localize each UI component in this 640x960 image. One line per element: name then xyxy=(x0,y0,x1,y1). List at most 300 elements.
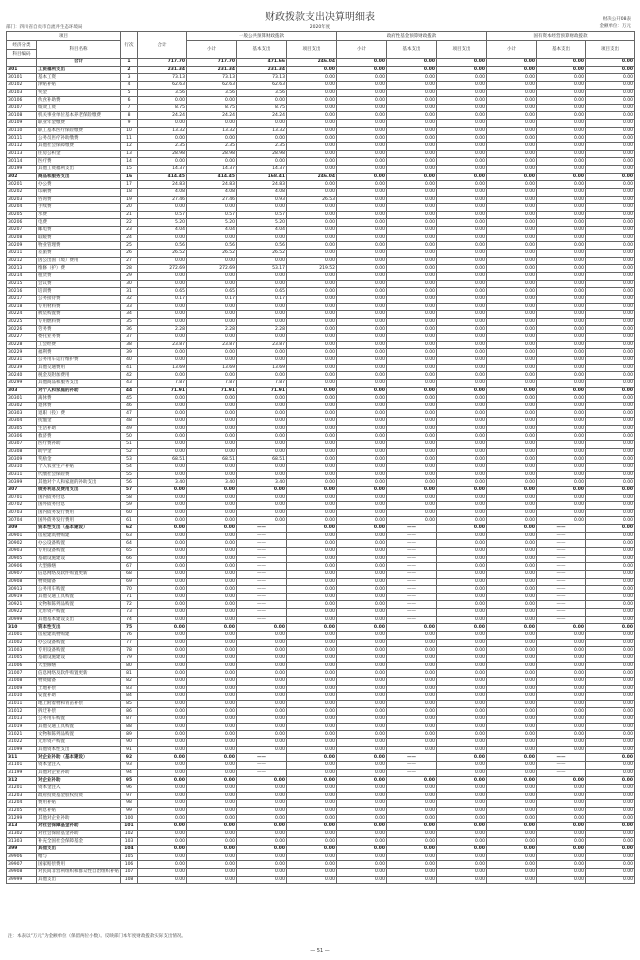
cell-capital-basic: 0.00 xyxy=(537,318,586,326)
table-row xyxy=(7,700,635,708)
table-row xyxy=(7,509,635,517)
cell-line: 24 xyxy=(121,234,138,242)
table-row xyxy=(7,494,635,502)
table-row xyxy=(7,272,635,280)
cell-fund-subtotal: 0.00 xyxy=(337,242,387,250)
cell-line: 66 xyxy=(121,555,138,563)
cell-fund-project: 0.00 xyxy=(437,731,487,739)
table-row xyxy=(7,81,635,89)
cell-code: 30101 xyxy=(7,74,37,82)
cell-general-basic: 13.69 xyxy=(237,364,287,372)
cell-general-subtotal: 0.00 xyxy=(187,746,237,754)
cell-fund-subtotal: 0.00 xyxy=(337,807,387,815)
cell-general-project: 0.00 xyxy=(287,234,337,242)
cell-general-basic: 0.00 xyxy=(237,876,287,884)
cell-fund-basic: —— xyxy=(387,570,437,578)
cell-line: 56 xyxy=(121,479,138,487)
cell-code: 30225 xyxy=(7,318,37,326)
table-row xyxy=(7,127,635,135)
cell-capital-subtotal: 0.00 xyxy=(487,303,537,311)
cell-code: 30239 xyxy=(7,364,37,372)
cell-fund-subtotal: 0.00 xyxy=(337,257,387,265)
cell-capital-basic: 0.00 xyxy=(537,433,586,441)
cell-general-subtotal: 0.00 xyxy=(187,425,237,433)
cell-capital-project: 0.00 xyxy=(586,784,635,792)
cell-general-basic: 26.52 xyxy=(237,250,287,258)
cell-fund-subtotal: 0.00 xyxy=(337,639,387,647)
cell-fund-subtotal: 0.00 xyxy=(337,647,387,655)
cell-general-subtotal: 3.56 xyxy=(187,89,237,97)
cell-capital-subtotal: 0.00 xyxy=(487,418,537,426)
cell-fund-project: 0.00 xyxy=(437,280,487,288)
cell-fund-basic: 0.00 xyxy=(387,288,437,296)
cell-general-project: 0.00 xyxy=(287,463,337,471)
cell-general-subtotal: 0.17 xyxy=(187,295,237,303)
cell-general-basic: —— xyxy=(237,609,287,617)
cell-general-basic: 0.17 xyxy=(237,295,287,303)
cell-capital-subtotal: 0.00 xyxy=(487,517,537,525)
cell-fund-project: 0.00 xyxy=(437,784,487,792)
cell-fund-basic: 0.00 xyxy=(387,708,437,716)
cell-fund-basic: 0.00 xyxy=(387,318,437,326)
cell-capital-basic: —— xyxy=(537,540,586,548)
cell-total: 0.00 xyxy=(138,716,187,724)
cell-total: 2.35 xyxy=(138,143,187,151)
cell-capital-subtotal: 0.00 xyxy=(487,761,537,769)
cell-fund-project: 0.00 xyxy=(437,800,487,808)
cell-name: 助学金 xyxy=(37,448,121,456)
cell-capital-subtotal: 0.00 xyxy=(487,196,537,204)
cell-total: 0.00 xyxy=(138,280,187,288)
cell-line: 40 xyxy=(121,356,138,364)
cell-name: 住房公积金 xyxy=(37,150,121,158)
cell-name: 专用设备购置 xyxy=(37,548,121,556)
cell-general-subtotal: 14.37 xyxy=(187,165,237,173)
cell-fund-subtotal: 0.00 xyxy=(337,685,387,693)
cell-capital-subtotal: 0.00 xyxy=(487,555,537,563)
cell-name: 其他对个人和家庭的补助支出 xyxy=(37,479,121,487)
cell-capital-basic: 0.00 xyxy=(537,448,586,456)
cell-code: 30199 xyxy=(7,165,37,173)
cell-code: 30215 xyxy=(7,280,37,288)
cell-fund-subtotal: 0.00 xyxy=(337,509,387,517)
cell-total: 27.46 xyxy=(138,196,187,204)
table-row xyxy=(7,188,635,196)
cell-capital-subtotal: 0.00 xyxy=(487,326,537,334)
cell-capital-subtotal: 0.00 xyxy=(487,334,537,342)
cell-capital-subtotal: 0.00 xyxy=(487,257,537,265)
cell-general-basic: 0.00 xyxy=(237,784,287,792)
cell-fund-basic: 0.00 xyxy=(387,823,437,831)
cell-line: 7 xyxy=(121,104,138,112)
cell-total: 0.00 xyxy=(138,158,187,166)
cell-fund-project: 0.00 xyxy=(437,685,487,693)
cell-fund-project: 0.00 xyxy=(437,700,487,708)
cell-general-project: 0.00 xyxy=(287,853,337,861)
cell-capital-subtotal: 0.00 xyxy=(487,830,537,838)
cell-fund-basic: 0.00 xyxy=(387,670,437,678)
cell-code: 31010 xyxy=(7,693,37,701)
cell-fund-subtotal: 0.00 xyxy=(337,517,387,525)
cell-capital-project: 0.00 xyxy=(586,578,635,586)
cell-fund-project: 0.00 xyxy=(437,441,487,449)
table-row xyxy=(7,318,635,326)
cell-line: 78 xyxy=(121,647,138,655)
cell-general-project: 0.00 xyxy=(287,211,337,219)
cell-capital-subtotal: 0.00 xyxy=(487,379,537,387)
cell-fund-basic: 0.00 xyxy=(387,463,437,471)
cell-capital-basic: 0.00 xyxy=(537,441,586,449)
cell-fund-project: 0.00 xyxy=(437,311,487,319)
cell-name: 被装购置费 xyxy=(37,311,121,319)
cell-capital-basic: 0.00 xyxy=(537,250,586,258)
cell-general-project: 0.00 xyxy=(287,609,337,617)
cell-total: 0.00 xyxy=(138,97,187,105)
cell-capital-basic: 0.00 xyxy=(537,731,586,739)
cell-capital-project: 0.00 xyxy=(586,861,635,869)
cell-general-subtotal: 0.00 xyxy=(187,784,237,792)
cell-code: 30224 xyxy=(7,311,37,319)
cell-line: 55 xyxy=(121,471,138,479)
cell-fund-basic: 0.00 xyxy=(387,830,437,838)
cell-capital-project: 0.00 xyxy=(586,318,635,326)
cell-code: 30218 xyxy=(7,303,37,311)
cell-general-project: 0.00 xyxy=(287,693,337,701)
cell-capital-project: 0.00 xyxy=(586,471,635,479)
cell-fund-basic: —— xyxy=(387,578,437,586)
cell-code: 30214 xyxy=(7,272,37,280)
cell-capital-subtotal: 0.00 xyxy=(487,364,537,372)
cell-fund-basic: 0.00 xyxy=(387,334,437,342)
cell-capital-project: 0.00 xyxy=(586,540,635,548)
cell-code: 30206 xyxy=(7,219,37,227)
cell-code: 30217 xyxy=(7,295,37,303)
cell-general-project: 0.00 xyxy=(287,97,337,105)
cell-total: 0.00 xyxy=(138,708,187,716)
cell-code: 31205 xyxy=(7,807,37,815)
cell-fund-basic: 0.00 xyxy=(387,433,437,441)
cell-name: 国内债务付息 xyxy=(37,494,121,502)
table-row xyxy=(7,593,635,601)
cell-capital-project: 0.00 xyxy=(586,662,635,670)
table-row xyxy=(7,654,635,662)
cell-general-subtotal: 0.00 xyxy=(187,769,237,777)
cell-fund-project: 0.00 xyxy=(437,66,487,74)
cell-fund-project: 0.00 xyxy=(437,135,487,143)
cell-capital-project: 0.00 xyxy=(586,104,635,112)
cell-capital-project: 0.00 xyxy=(586,555,635,563)
cell-capital-basic: 0.00 xyxy=(537,502,586,510)
cell-capital-basic: —— xyxy=(537,555,586,563)
cell-fund-project: 0.00 xyxy=(437,81,487,89)
cell-capital-basic: 0.00 xyxy=(537,242,586,250)
cell-line: 97 xyxy=(121,792,138,800)
cell-code: 31013 xyxy=(7,716,37,724)
cell-fund-subtotal: 0.00 xyxy=(337,66,387,74)
cell-general-subtotal: 0.00 xyxy=(187,441,237,449)
cell-general-subtotal: 0.00 xyxy=(187,570,237,578)
cell-capital-subtotal: 0.00 xyxy=(487,89,537,97)
table-row xyxy=(7,288,635,296)
cell-capital-basic: 0.00 xyxy=(537,120,586,128)
cell-line: 65 xyxy=(121,548,138,556)
cell-general-project: 0.00 xyxy=(287,66,337,74)
cell-line: 70 xyxy=(121,586,138,594)
cell-name: 救济费 xyxy=(37,433,121,441)
cell-total: 0.00 xyxy=(138,609,187,617)
cell-capital-basic: 0.00 xyxy=(537,815,586,823)
cell-general-basic: 0.00 xyxy=(237,303,287,311)
cell-code: 31002 xyxy=(7,639,37,647)
cell-name: 合计 xyxy=(37,59,121,67)
cell-capital-basic: 0.00 xyxy=(537,257,586,265)
cell-fund-project: 0.00 xyxy=(437,525,487,533)
cell-name: 物资储备 xyxy=(37,677,121,685)
cell-name: 绩效工资 xyxy=(37,104,121,112)
cell-total: 0.00 xyxy=(138,517,187,525)
table-row xyxy=(7,196,635,204)
cell-fund-subtotal: 0.00 xyxy=(337,311,387,319)
cell-fund-basic: 0.00 xyxy=(387,181,437,189)
cell-total: 0.00 xyxy=(138,356,187,364)
table-row xyxy=(7,761,635,769)
cell-general-project: 0.00 xyxy=(287,227,337,235)
table-row xyxy=(7,448,635,456)
cell-line: 83 xyxy=(121,685,138,693)
cell-capital-project: 0.00 xyxy=(586,532,635,540)
cell-general-basic: 3.56 xyxy=(237,89,287,97)
cell-capital-project: 0.00 xyxy=(586,502,635,510)
cell-general-basic: 0.00 xyxy=(237,845,287,853)
table-row xyxy=(7,739,635,747)
cell-name: 无形资产购置 xyxy=(37,739,121,747)
cell-name: 公务用车购置 xyxy=(37,586,121,594)
cell-general-basic: 0.00 xyxy=(237,792,287,800)
cell-fund-subtotal: 0.00 xyxy=(337,815,387,823)
cell-fund-basic: —— xyxy=(387,761,437,769)
cell-total: 0.00 xyxy=(138,823,187,831)
cell-code: 30216 xyxy=(7,288,37,296)
table-row xyxy=(7,670,635,678)
cell-code: 31203 xyxy=(7,792,37,800)
cell-fund-project: 0.00 xyxy=(437,112,487,120)
cell-general-project: 0.00 xyxy=(287,81,337,89)
cell-general-basic: 0.56 xyxy=(237,242,287,250)
cell-general-basic: 0.00 xyxy=(237,334,287,342)
cell-general-basic: 0.00 xyxy=(237,448,287,456)
cell-fund-project: 0.00 xyxy=(437,861,487,869)
cell-general-basic: 0.00 xyxy=(237,807,287,815)
cell-fund-subtotal: 0.00 xyxy=(337,563,387,571)
cell-capital-subtotal: 0.00 xyxy=(487,219,537,227)
cell-code: 30305 xyxy=(7,425,37,433)
cell-fund-subtotal: 0.00 xyxy=(337,135,387,143)
cell-fund-subtotal: 0.00 xyxy=(337,265,387,273)
cell-total: 0.00 xyxy=(138,662,187,670)
cell-fund-basic: 0.00 xyxy=(387,211,437,219)
header-basic-2: 基本支出 xyxy=(387,41,437,59)
cell-capital-project: 0.00 xyxy=(586,448,635,456)
cell-fund-subtotal: 0.00 xyxy=(337,861,387,869)
cell-general-basic: 0.57 xyxy=(237,211,287,219)
cell-capital-subtotal: 0.00 xyxy=(487,578,537,586)
cell-line: 45 xyxy=(121,395,138,403)
cell-code: 30905 xyxy=(7,555,37,563)
cell-general-project: 0.00 xyxy=(287,540,337,548)
cell-line: 8 xyxy=(121,112,138,120)
cell-fund-basic: 0.00 xyxy=(387,242,437,250)
cell-capital-project: 0.00 xyxy=(586,838,635,846)
cell-general-project: 0.00 xyxy=(287,517,337,525)
cell-code: 312 xyxy=(7,777,37,785)
cell-line: 9 xyxy=(121,120,138,128)
cell-fund-basic: 0.00 xyxy=(387,173,437,181)
table-row xyxy=(7,792,635,800)
cell-capital-basic: 0.00 xyxy=(537,188,586,196)
table-row xyxy=(7,830,635,838)
cell-fund-basic: 0.00 xyxy=(387,441,437,449)
cell-capital-project: 0.00 xyxy=(586,150,635,158)
cell-general-subtotal: 0.00 xyxy=(187,654,237,662)
cell-fund-subtotal: 0.00 xyxy=(337,288,387,296)
cell-capital-project: 0.00 xyxy=(586,868,635,876)
cell-fund-subtotal: 0.00 xyxy=(337,830,387,838)
cell-general-subtotal: 4.08 xyxy=(187,188,237,196)
cell-capital-subtotal: 0.00 xyxy=(487,494,537,502)
cell-general-project: 0.00 xyxy=(287,311,337,319)
cell-capital-basic: 0.00 xyxy=(537,716,586,724)
cell-capital-subtotal: 0.00 xyxy=(487,540,537,548)
cell-fund-basic: 0.00 xyxy=(387,387,437,395)
cell-capital-basic: 0.00 xyxy=(537,219,586,227)
table-row xyxy=(7,555,635,563)
cell-line: 101 xyxy=(121,823,138,831)
cell-line: 57 xyxy=(121,486,138,494)
cell-fund-project: 0.00 xyxy=(437,104,487,112)
cell-general-subtotal: 0.00 xyxy=(187,272,237,280)
cell-general-subtotal: 0.00 xyxy=(187,861,237,869)
cell-capital-project: 0.00 xyxy=(586,257,635,265)
cell-name: 咨询费 xyxy=(37,196,121,204)
cell-name: 赠与 xyxy=(37,853,121,861)
cell-code: 31012 xyxy=(7,708,37,716)
cell-fund-project: 0.00 xyxy=(437,845,487,853)
table-row xyxy=(7,601,635,609)
cell-total: 0.00 xyxy=(138,540,187,548)
cell-capital-subtotal: 0.00 xyxy=(487,341,537,349)
table-row xyxy=(7,845,635,853)
cell-capital-subtotal: 0.00 xyxy=(487,823,537,831)
cell-general-project: 0.00 xyxy=(287,800,337,808)
cell-fund-subtotal: 0.00 xyxy=(337,104,387,112)
cell-fund-subtotal: 0.00 xyxy=(337,494,387,502)
cell-general-subtotal: 0.00 xyxy=(187,838,237,846)
cell-general-project: 0.00 xyxy=(287,295,337,303)
cell-capital-subtotal: 0.00 xyxy=(487,387,537,395)
cell-general-basic: —— xyxy=(237,525,287,533)
cell-general-subtotal: 0.00 xyxy=(187,97,237,105)
cell-fund-basic: 0.00 xyxy=(387,303,437,311)
cell-fund-project: 0.00 xyxy=(437,211,487,219)
cell-capital-subtotal: 0.00 xyxy=(487,716,537,724)
cell-name: 无形资产购置 xyxy=(37,609,121,617)
cell-capital-subtotal: 0.00 xyxy=(487,74,537,82)
cell-fund-subtotal: 0.00 xyxy=(337,723,387,731)
cell-general-basic: 2.28 xyxy=(237,326,287,334)
table-row xyxy=(7,410,635,418)
cell-fund-subtotal: 0.00 xyxy=(337,97,387,105)
cell-fund-subtotal: 0.00 xyxy=(337,777,387,785)
cell-code: 30102 xyxy=(7,81,37,89)
cell-line: 15 xyxy=(121,165,138,173)
cell-general-basic: 2.35 xyxy=(237,143,287,151)
cell-line: 46 xyxy=(121,402,138,410)
cell-name: 抚恤金 xyxy=(37,418,121,426)
cell-name: 信息网络及软件购置更新 xyxy=(37,570,121,578)
cell-name: 对社会保障基金补助 xyxy=(37,823,121,831)
cell-general-subtotal: 0.00 xyxy=(187,555,237,563)
cell-line: 17 xyxy=(121,181,138,189)
cell-general-project: 0.00 xyxy=(287,838,337,846)
cell-fund-project: 0.00 xyxy=(437,288,487,296)
cell-fund-basic: 0.00 xyxy=(387,807,437,815)
table-row xyxy=(7,868,635,876)
cell-general-project: 0.00 xyxy=(287,143,337,151)
cell-fund-subtotal: 0.00 xyxy=(337,59,387,67)
cell-name: 医疗费补助 xyxy=(37,441,121,449)
table-row xyxy=(7,395,635,403)
cell-code: 30311 xyxy=(7,471,37,479)
cell-fund-project: 0.00 xyxy=(437,723,487,731)
cell-fund-subtotal: 0.00 xyxy=(337,318,387,326)
cell-capital-basic: 0.00 xyxy=(537,830,586,838)
cell-general-project: 0.00 xyxy=(287,219,337,227)
cell-name: 拆迁补偿 xyxy=(37,708,121,716)
cell-line: 28 xyxy=(121,265,138,273)
cell-general-basic: 7.87 xyxy=(237,379,287,387)
table-row xyxy=(7,769,635,777)
cell-general-basic: 0.00 xyxy=(237,311,287,319)
cell-fund-basic: —— xyxy=(387,616,437,624)
cell-capital-basic: 0.00 xyxy=(537,479,586,487)
cell-name: 资本性支出 xyxy=(37,624,121,632)
cell-total: 0.00 xyxy=(138,494,187,502)
cell-fund-basic: 0.00 xyxy=(387,647,437,655)
cell-name: 培训费 xyxy=(37,288,121,296)
cell-fund-subtotal: 0.00 xyxy=(337,181,387,189)
cell-code: 30703 xyxy=(7,509,37,517)
cell-name: 大型修缮 xyxy=(37,662,121,670)
cell-general-subtotal: 71.91 xyxy=(187,387,237,395)
cell-total: 23.87 xyxy=(138,341,187,349)
cell-code: 30107 xyxy=(7,104,37,112)
cell-capital-basic: 0.00 xyxy=(537,112,586,120)
cell-name: 专用设备购置 xyxy=(37,647,121,655)
cell-name: 基础设施建设 xyxy=(37,654,121,662)
cell-capital-project: 0.00 xyxy=(586,402,635,410)
cell-general-basic: 0.00 xyxy=(237,624,287,632)
cell-name: 资本金注入 xyxy=(37,784,121,792)
cell-fund-project: 0.00 xyxy=(437,356,487,364)
cell-general-subtotal: 0.00 xyxy=(187,418,237,426)
cell-fund-subtotal: 0.00 xyxy=(337,532,387,540)
table-row xyxy=(7,227,635,235)
cell-name: 房屋建筑物购建 xyxy=(37,632,121,640)
cell-general-project: 0.00 xyxy=(287,578,337,586)
cell-code: 30701 xyxy=(7,494,37,502)
cell-name: 文物和陈列品购置 xyxy=(37,601,121,609)
cell-fund-basic: 0.00 xyxy=(387,425,437,433)
